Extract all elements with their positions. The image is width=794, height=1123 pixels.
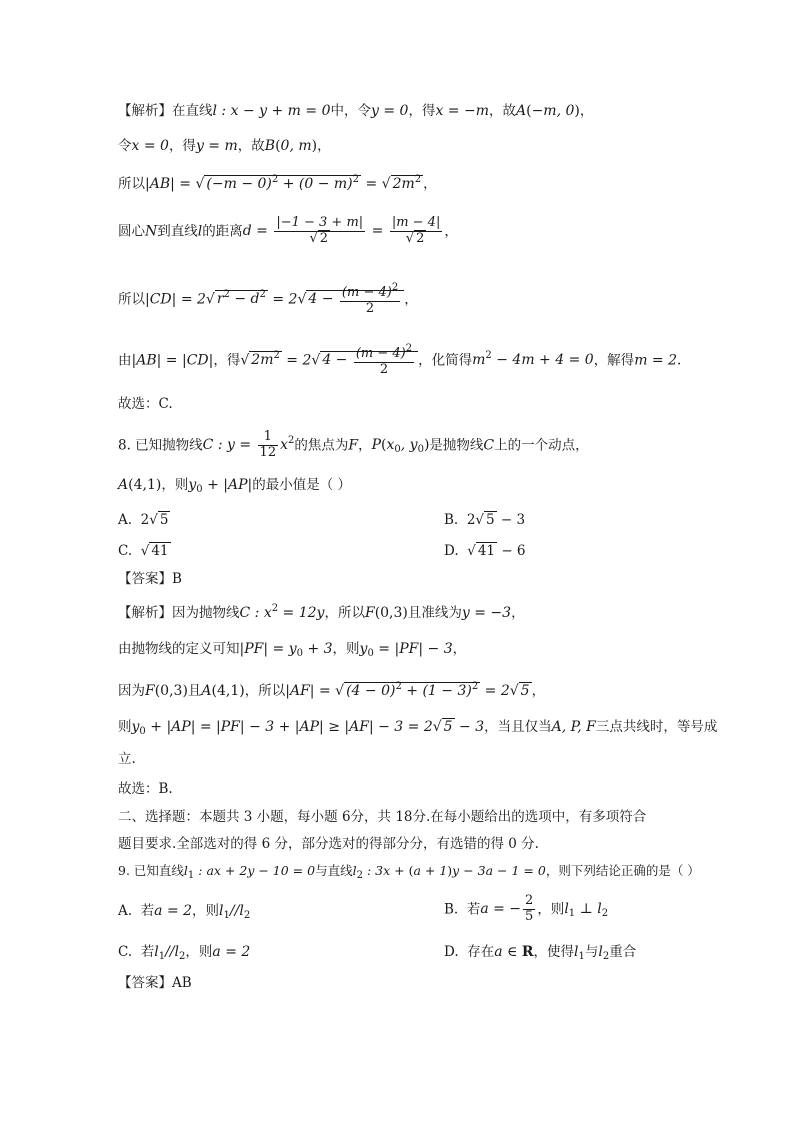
AB-length-formula: |AB| = √ $(-m - 0)^2 + (0 - m)^2$ = √ $2m^2$: [145, 174, 422, 192]
q9-option-D: D. 存在a ∈ R，使得$l_1$与$l_2$重合: [444, 944, 637, 962]
point-P: $P(x_0$, $y_0$): [371, 437, 430, 456]
q9-option-A: A. 若a = 2，则$l_1//l_2$: [118, 903, 251, 921]
distance-formula: d = $\frac{|-1 - 3 + m|}{√ 2}$ = $\frac{|m - 4|}{√ 2}$: [242, 215, 441, 246]
q8-stem-2: A(4,1)，则$y_0 + |AP|$的最小值是（ ）: [118, 477, 352, 495]
q8-choice: 故选：B.: [118, 781, 173, 797]
analysis-tag: 【解析】: [118, 103, 172, 119]
section2-line-2: 题目要求.全部选对的得 6 分，部分选对的得部分分，有选错的得 0 分.: [118, 836, 539, 852]
q8-sol-line-5: 立.: [118, 751, 136, 767]
sol7-line-4: 圆心N到直线l的距离d = $\frac{|-1 - 3 + m|}{√ 2}$ = $\frac{|m - 4|}{√ 2}$ ，: [118, 215, 458, 246]
q8-sol-line-1: 【解析】因为抛物线C : $x^2 = 12y$，所以F(0,3)且准线为y = −3，: [118, 603, 525, 621]
q9-option-B: B. 若a = − $\frac{2}{5}$ ，则$l_1$ ⊥ $l_2$: [444, 893, 609, 924]
q9-answer: 【答案】AB: [118, 975, 192, 991]
min-target: $y_0 + |AP|$: [188, 477, 253, 495]
section2-line-1: 二、选择题：本题共 3 小题，每小题 6分，共 18分.在每小题给出的选项中，有多项符合: [118, 809, 647, 825]
sol7-line-6: 由|AB| = |CD|，得√ $2m^2 = 2√$ 4 − $\frac{(m - 4)^2}{2}$ ，化简得$m^2 - 4m + 4 = 0$，解得m = 2.: [118, 343, 682, 377]
q8-option-B: B. 2√ 5 − 3: [444, 512, 526, 528]
q8-stem-1: 8. 已知抛物线C : y = $\frac{1}{12}$ $x^2$的焦点为F，$P(x_0$, $y_0$)是抛物线C上的一个动点，: [118, 429, 589, 460]
sol7-line-1: 【解析】在直线l : x − y + m = 0中，令y = 0，得x = −m，故A(−m, 0)，: [118, 103, 594, 119]
sol7-choice: 故选：C.: [118, 396, 173, 412]
quadratic: $m^2 - 4m + 4 = 0$: [472, 350, 594, 369]
sol7-line-5: 所以|CD| = 2√ $r^2 - d^2 = 2√$ 4 − $\frac{(m - 4)^2}{2}$ ，: [118, 282, 418, 316]
sol7-line-3: 所以|AB| = √ $(-m - 0)^2 + (0 - m)^2$ = √ $2m^2$ ，: [118, 174, 437, 192]
CD-length-formula: |CD| = 2√ $r^2 - d^2 = 2√$ 4 − $\frac{(m - 4)^2}{2}$: [145, 290, 404, 307]
point-B: B(0, m): [264, 138, 318, 154]
parabola-equation: C : y = $\frac{1}{12}$ $x^2$: [202, 429, 295, 460]
q8-sol-line-4: 则$y_0 + |AP| = |PF| - 3 + |AP| \ge |AF| - 3 = 2√$ 5 − 3，当且仅当A, P, F三点共线时，等号成: [118, 719, 718, 737]
q8-sol-line-2: 由抛物线的定义可知$|PF| = y_0 + 3$，则$y_0 = |PF| - 3$，: [118, 641, 467, 659]
q8-answer: 【答案】B: [118, 571, 182, 587]
q8-option-D: D. √ 41 − 6: [444, 543, 526, 559]
q8-option-A: A. 2√ 5: [118, 512, 169, 528]
q9-option-C: C. 若$l_1//l_2$，则a = 2: [118, 944, 251, 962]
AF-length-formula: |AF| = √ $(4 - 0)^2 + (1 - 3)^2 = 2√$ 5: [285, 681, 530, 699]
inequality-chain: $y_0 + |AP| = |PF| - 3 + |AP| \ge |AF| - 3 = 2√$ 5 − 3: [131, 719, 485, 737]
point-A: A(−m, 0): [515, 103, 580, 119]
sol7-line-2: 令x = 0，得y = m，故B(0, m)，: [118, 138, 331, 154]
q8-sol-line-3: 因为F(0,3)且A(4,1)，所以|AF| = √ $(4 - 0)^2 + (1 - 3)^2 = 2√$ 5 ，: [118, 681, 546, 699]
line-l-equation: l : x − y + m = 0: [212, 103, 331, 119]
q8-option-C: C. √ 41: [118, 543, 169, 559]
equation-to-solve: √ $2m^2 = 2√$ 4 − $\frac{(m - 4)^2}{2}$: [240, 351, 418, 368]
q9-stem: 9. 已知直线$l_1$ : ax + 2y − 10 = 0与直线$l_2$ : 3x + (a + 1)y − 3a − 1 = 0，则下列结论正确的是（ ）: [118, 863, 700, 881]
